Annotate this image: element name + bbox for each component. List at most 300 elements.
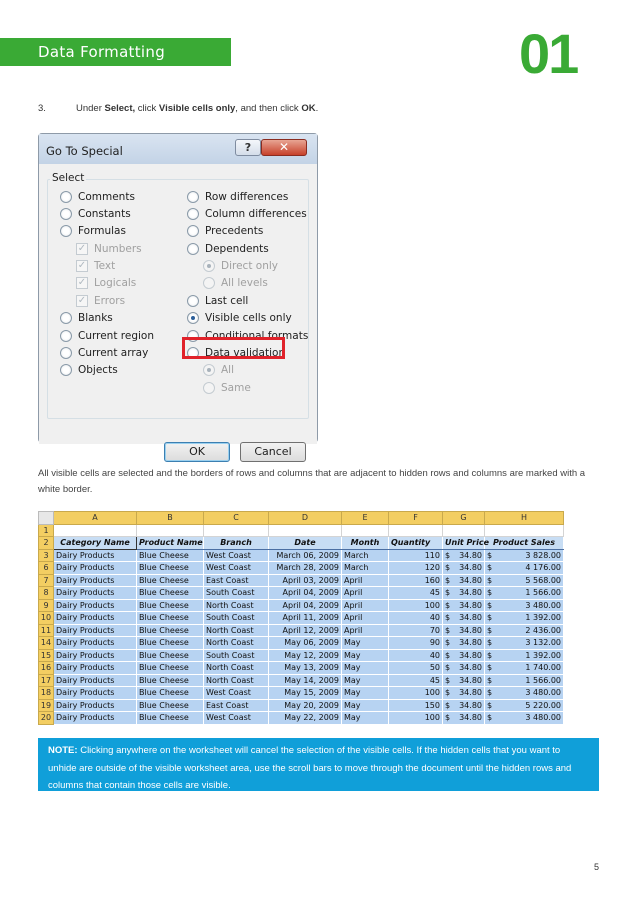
option-label: Data validation [205,347,286,359]
cell[interactable]: North Coast [204,674,269,687]
cell[interactable]: North Coast [204,624,269,637]
currency-symbol: $ [487,700,493,710]
ok-button[interactable]: OK [164,442,230,462]
column-title[interactable]: Month [342,537,389,550]
cell[interactable] [443,662,485,675]
option-current-array[interactable] [60,346,148,360]
currency-symbol: $ [445,575,451,585]
table-row [39,649,564,662]
cell[interactable]: North Coast [204,662,269,675]
cell[interactable]: Blue Cheese [137,574,204,587]
radio-button[interactable] [60,191,72,203]
row-header[interactable]: 8 [39,587,54,600]
product-sales: 3 132.00 [525,638,561,648]
table-header-row [39,537,564,550]
radio-button [203,277,215,289]
option-formulas[interactable] [60,224,126,238]
option-label: Conditional formats [205,330,309,342]
step-bold-select: Select, [104,103,136,114]
cell[interactable]: West Coast [204,562,269,575]
row-header[interactable]: 14 [39,637,54,650]
product-sales: 5 220.00 [525,700,561,710]
step-text-part: , and then click [235,103,302,114]
cell[interactable]: Dairy Products [54,712,137,725]
currency-symbol: $ [487,663,493,673]
radio-button[interactable] [187,208,199,220]
currency-symbol: $ [445,713,451,723]
cell[interactable]: 70 [389,624,443,637]
product-sales: 3 480.00 [525,600,561,610]
step-bold-ok: OK [301,103,316,114]
cell[interactable]: Blue Cheese [137,674,204,687]
cell[interactable]: 45 [389,674,443,687]
option-label: Row differences [205,191,289,203]
option-blanks[interactable] [60,311,113,325]
step-text-part: Under [76,103,105,114]
help-button[interactable]: ? [235,139,261,156]
cell[interactable] [443,587,485,600]
cell[interactable]: Blue Cheese [137,687,204,700]
cell[interactable]: 160 [389,574,443,587]
radio-button[interactable] [60,347,72,359]
cell[interactable]: West Coast [204,687,269,700]
unit-price: 34.80 [459,563,482,573]
table-row [39,662,564,675]
column-header[interactable]: H [485,512,564,525]
step-number: 3. [38,103,46,114]
cell[interactable]: April [342,587,389,600]
cell[interactable] [485,649,564,662]
cell[interactable] [485,712,564,725]
close-button[interactable]: ✕ [261,139,307,156]
cell[interactable]: Blue Cheese [137,587,204,600]
column-title[interactable]: Category Name [54,537,137,550]
cell[interactable]: Blue Cheese [137,624,204,637]
cell[interactable]: May 14, 2009 [269,674,342,687]
cell[interactable]: North Coast [204,599,269,612]
cell[interactable]: Dairy Products [54,674,137,687]
cell[interactable]: May [342,687,389,700]
option-label: All levels [221,277,268,289]
cell[interactable]: Blue Cheese [137,699,204,712]
option-logicals [76,276,136,290]
table-row [39,712,564,725]
option-column-differences[interactable] [187,207,307,221]
currency-symbol: $ [487,638,493,648]
cell[interactable] [485,687,564,700]
go-to-special-dialog [38,133,318,458]
cell[interactable] [443,712,485,725]
cell[interactable] [443,637,485,650]
cell[interactable]: April 11, 2009 [269,612,342,625]
cell[interactable]: March 28, 2009 [269,562,342,575]
option-label: Objects [78,364,118,376]
cell[interactable]: 100 [389,687,443,700]
option-all-levels [203,276,268,290]
cell[interactable]: Blue Cheese [137,649,204,662]
checkbox: ✓ [77,295,87,306]
cell[interactable]: 40 [389,649,443,662]
dialog-title: Go To Special [46,144,123,158]
cell[interactable]: Blue Cheese [137,662,204,675]
currency-symbol: $ [487,713,493,723]
column-header[interactable]: A [54,512,137,525]
table-row [39,524,564,537]
cell[interactable] [443,674,485,687]
row-header[interactable]: 16 [39,662,54,675]
cell[interactable]: April 12, 2009 [269,624,342,637]
column-title[interactable]: Branch [204,537,269,550]
option-label: Column differences [205,208,307,220]
cell[interactable]: 90 [389,637,443,650]
unit-price: 34.80 [459,688,482,698]
currency-symbol: $ [487,688,493,698]
checkbox: ✓ [77,277,87,288]
table-row [39,624,564,637]
cell[interactable] [485,662,564,675]
cell[interactable]: April [342,574,389,587]
cell[interactable]: Dairy Products [54,574,137,587]
column-title[interactable]: Unit Price [443,537,485,550]
column-header[interactable]: F [389,512,443,525]
option-label: Dependents [205,243,269,255]
cell[interactable]: April [342,624,389,637]
cell[interactable] [204,524,269,537]
cell[interactable] [443,687,485,700]
option-precedents[interactable] [187,224,263,238]
cell[interactable]: Blue Cheese [137,549,204,562]
currency-symbol: $ [445,563,451,573]
option-objects[interactable] [60,363,118,377]
cell[interactable] [269,524,342,537]
option-label: Visible cells only [205,312,292,324]
cell[interactable]: May 20, 2009 [269,699,342,712]
cell[interactable]: Dairy Products [54,612,137,625]
option-dependents[interactable] [187,242,269,256]
product-sales: 1 392.00 [525,650,561,660]
currency-symbol: $ [487,650,493,660]
cell[interactable]: May 15, 2009 [269,687,342,700]
cell[interactable] [485,624,564,637]
option-label: Precedents [205,225,264,237]
row-header[interactable]: 11 [39,624,54,637]
cell[interactable]: 110 [389,549,443,562]
option-row-differences[interactable] [187,190,288,204]
option-label: Blanks [78,312,113,324]
currency-symbol: $ [445,613,451,623]
unit-price: 34.80 [459,550,482,560]
cell[interactable]: May 22, 2009 [269,712,342,725]
cell[interactable]: Blue Cheese [137,599,204,612]
option-label: Comments [78,191,135,203]
currency-symbol: $ [487,613,493,623]
table-row [39,574,564,587]
row-header[interactable]: 1 [39,524,54,537]
option-label: Current array [78,347,149,359]
option-last-cell[interactable] [187,294,248,308]
cell[interactable]: Dairy Products [54,587,137,600]
column-header[interactable]: B [137,512,204,525]
cell[interactable]: 50 [389,662,443,675]
cell[interactable]: Dairy Products [54,699,137,712]
currency-symbol: $ [487,600,493,610]
option-label: Current region [78,330,154,342]
option-label: Direct only [221,260,278,272]
cancel-button[interactable]: Cancel [240,442,306,462]
cell[interactable]: 45 [389,587,443,600]
cell[interactable]: May [342,699,389,712]
cell[interactable]: April 04, 2009 [269,587,342,600]
cell[interactable]: West Coast [204,712,269,725]
currency-symbol: $ [445,688,451,698]
currency-symbol: $ [445,600,451,610]
option-label: Numbers [94,243,142,255]
cell[interactable] [485,549,564,562]
cell[interactable] [443,624,485,637]
option-visible-cells-only[interactable] [187,311,292,325]
cell[interactable]: Dairy Products [54,662,137,675]
radio-button [203,260,215,272]
cell[interactable] [443,574,485,587]
cell[interactable]: Dairy Products [54,549,137,562]
product-sales: 1 566.00 [525,588,561,598]
cell[interactable]: April [342,599,389,612]
cell[interactable]: April [342,612,389,625]
currency-symbol: $ [487,563,493,573]
cell[interactable]: Blue Cheese [137,637,204,650]
section-title: Data Formatting [38,43,166,61]
table-row [39,687,564,700]
cell[interactable]: 40 [389,612,443,625]
column-header[interactable]: D [269,512,342,525]
currency-symbol: $ [445,675,451,685]
spreadsheet [38,511,563,723]
cell[interactable]: East Coast [204,574,269,587]
checkbox: ✓ [77,243,87,254]
cell[interactable]: Dairy Products [54,624,137,637]
row-header[interactable]: 20 [39,712,54,725]
column-title[interactable]: Date [269,537,342,550]
row-header[interactable]: 15 [39,649,54,662]
unit-price: 34.80 [459,713,482,723]
cell[interactable] [485,612,564,625]
description-paragraph: All visible cells are selected and the borders of rows and columns that are adjacent to hidden rows and columns are marked with a white border. [38,468,586,495]
cell[interactable]: March 06, 2009 [269,549,342,562]
cell[interactable] [443,599,485,612]
cell[interactable]: March [342,562,389,575]
table-row [39,699,564,712]
product-sales: 5 568.00 [525,575,561,585]
cell[interactable]: 150 [389,699,443,712]
currency-symbol: $ [487,575,493,585]
option-label: Text [94,260,116,272]
unit-price: 34.80 [459,663,482,673]
option-label: Formulas [78,225,126,237]
column-header[interactable]: E [342,512,389,525]
radio-button[interactable] [60,312,72,324]
radio-button[interactable] [187,191,199,203]
highlight-box [182,337,285,359]
cell[interactable]: May [342,637,389,650]
cell[interactable]: 100 [389,712,443,725]
radio-button[interactable] [187,243,199,255]
option-label: Logicals [94,277,137,289]
cell[interactable]: Dairy Products [54,637,137,650]
option-same [203,381,251,395]
cell[interactable] [443,612,485,625]
table-row [39,674,564,687]
option-comments[interactable] [60,190,135,204]
radio-button[interactable] [60,330,72,342]
option-label: Last cell [205,295,249,307]
row-header[interactable]: 3 [39,549,54,562]
cell[interactable]: March [342,549,389,562]
cell[interactable]: Dairy Products [54,599,137,612]
cell[interactable] [342,524,389,537]
option-errors [76,294,125,308]
cell[interactable]: Dairy Products [54,649,137,662]
cell[interactable]: East Coast [204,699,269,712]
product-sales: 3 480.00 [525,713,561,723]
currency-symbol: $ [445,588,451,598]
column-header[interactable]: G [443,512,485,525]
cell[interactable] [137,524,204,537]
cell[interactable]: South Coast [204,587,269,600]
step-text [76,103,318,114]
unit-price: 34.80 [459,638,482,648]
option-label: All [221,364,235,376]
page-number: 5 [594,862,600,872]
unit-price: 34.80 [459,700,482,710]
unit-price: 34.80 [459,650,482,660]
step-text-part: click [135,103,159,114]
cell[interactable] [54,524,137,537]
option-label: Same [221,382,251,394]
note-text: Clicking anywhere on the worksheet will cancel the selection of the visible cells. If the hidden cells that you want to unhide are outside of the visible worksheet area, use the scroll bars to move through the document until the hidden rows and columns that contain those cells are visible. [48,745,572,791]
row-header[interactable]: 18 [39,687,54,700]
row-header[interactable]: 7 [39,574,54,587]
checkbox: ✓ [77,260,87,271]
table-row [39,587,564,600]
cell[interactable] [443,524,485,537]
radio-button [203,382,215,394]
cell[interactable]: North Coast [204,637,269,650]
table-row [39,612,564,625]
cell[interactable] [443,549,485,562]
dialog-body [39,164,317,458]
cell[interactable]: Dairy Products [54,562,137,575]
cell[interactable] [485,587,564,600]
radio-button[interactable] [60,225,72,237]
cell[interactable]: Blue Cheese [137,712,204,725]
cell[interactable]: May [342,662,389,675]
cell[interactable]: Blue Cheese [137,562,204,575]
column-header[interactable]: C [204,512,269,525]
cell[interactable]: May [342,712,389,725]
cell[interactable]: May 13, 2009 [269,662,342,675]
column-title[interactable]: Product Sales [485,537,564,550]
row-header[interactable]: 17 [39,674,54,687]
cell[interactable]: South Coast [204,612,269,625]
row-header[interactable]: 6 [39,562,54,575]
currency-symbol: $ [445,638,451,648]
currency-symbol: $ [445,650,451,660]
cell[interactable] [443,699,485,712]
product-sales: 3 480.00 [525,688,561,698]
section-banner [0,38,231,66]
currency-symbol: $ [445,550,451,560]
column-title[interactable]: Product Name [137,537,204,550]
product-sales: 2 436.00 [525,625,561,635]
cell[interactable]: Dairy Products [54,687,137,700]
select-group-label: Select [52,172,85,184]
option-current-region[interactable] [60,329,154,343]
option-numbers [76,242,142,256]
cell[interactable] [443,649,485,662]
column-title[interactable]: Quantity [389,537,443,550]
cell[interactable]: 100 [389,599,443,612]
cell[interactable] [389,524,443,537]
cell[interactable] [485,562,564,575]
cell[interactable] [485,637,564,650]
cell[interactable] [485,599,564,612]
option-all [203,363,234,377]
step-bold-visible-cells: Visible cells only [158,103,236,114]
select-all-corner[interactable] [39,512,54,525]
unit-price: 34.80 [459,613,482,623]
radio-button[interactable] [187,295,199,307]
table-row [39,599,564,612]
currency-symbol: $ [445,700,451,710]
row-header[interactable]: 2 [39,537,54,550]
cell[interactable] [485,524,564,537]
cell[interactable] [443,562,485,575]
cell[interactable]: May 12, 2009 [269,649,342,662]
cell[interactable]: May 06, 2009 [269,637,342,650]
cell[interactable] [485,574,564,587]
note-box [38,738,599,791]
column-header-row [39,512,564,525]
currency-symbol: $ [445,663,451,673]
product-sales: 3 828.00 [525,550,561,560]
cell[interactable]: South Coast [204,649,269,662]
cell[interactable]: May [342,674,389,687]
unit-price: 34.80 [459,625,482,635]
cell[interactable]: Blue Cheese [137,612,204,625]
cell[interactable]: April 03, 2009 [269,574,342,587]
row-header[interactable]: 9 [39,599,54,612]
row-header[interactable]: 19 [39,699,54,712]
radio-button[interactable] [187,312,199,324]
unit-price: 34.80 [459,575,482,585]
option-label: Errors [94,295,126,307]
radio-button[interactable] [60,208,72,220]
cell[interactable]: April 04, 2009 [269,599,342,612]
cell[interactable]: West Coast [204,549,269,562]
radio-button[interactable] [187,225,199,237]
radio-button [203,364,215,376]
cell[interactable] [485,699,564,712]
currency-symbol: $ [487,625,493,635]
unit-price: 34.80 [459,675,482,685]
row-header[interactable]: 10 [39,612,54,625]
cell[interactable] [485,674,564,687]
radio-button[interactable] [60,364,72,376]
option-constants[interactable] [60,207,131,221]
cell[interactable]: 120 [389,562,443,575]
chapter-number: 01 [519,22,578,85]
cell[interactable]: May [342,649,389,662]
